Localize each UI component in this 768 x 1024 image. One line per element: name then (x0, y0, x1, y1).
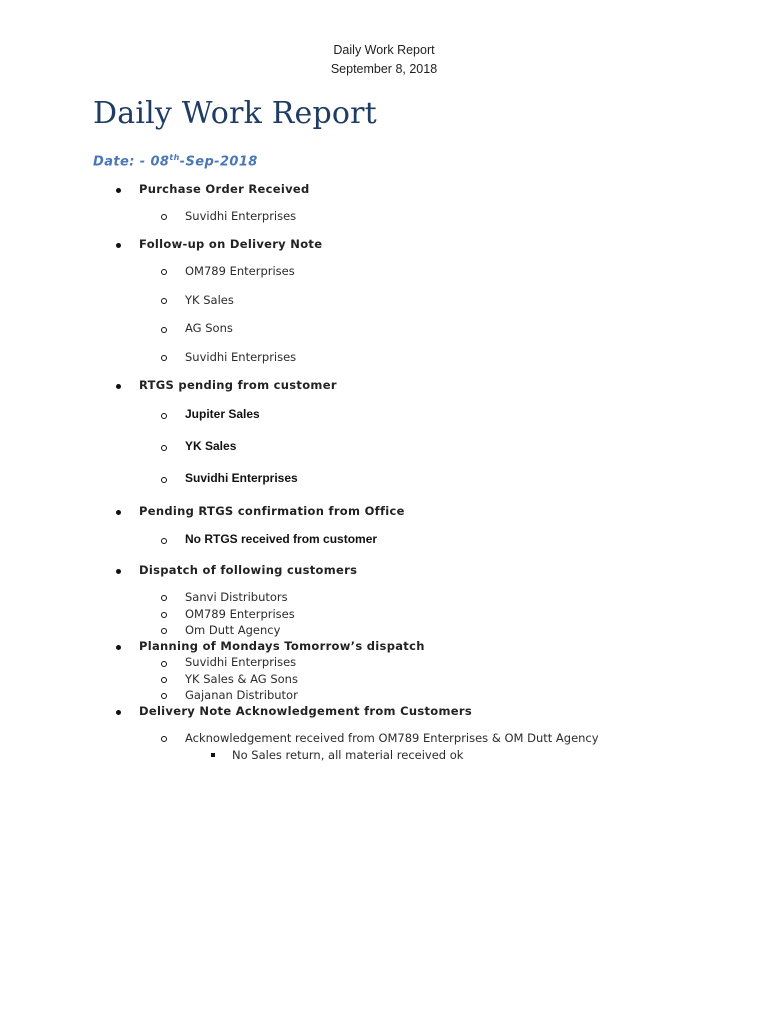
date-suffix: -Sep-2018 (179, 154, 258, 170)
sub-item: YK Sales (185, 439, 237, 453)
sub-item: Suvidhi Enterprises (185, 655, 297, 669)
bullet-circle-icon (161, 628, 167, 634)
bullet-circle-icon (161, 736, 167, 742)
bullet-dot-icon (116, 569, 121, 574)
sub-item: Acknowledgement received from OM789 Enterprises & OM Dutt Agency (185, 731, 599, 745)
bullet-circle-icon (161, 661, 167, 667)
bullet-circle-icon (161, 477, 167, 483)
sub-item: AG Sons (185, 321, 233, 335)
sub-item: Jupiter Sales (185, 407, 260, 421)
sub-item: YK Sales (185, 293, 234, 307)
bullet-circle-icon (161, 298, 167, 304)
list-item-planning: Planning of Mondays Tomorrow’s dispatch (139, 639, 425, 653)
running-header-title: Daily Work Report (333, 43, 435, 57)
list-item-rtgs-pending: RTGS pending from customer (139, 378, 337, 392)
list-item-delivery-ack: Delivery Note Acknowledgement from Customers (139, 704, 473, 718)
bullet-circle-icon (161, 595, 167, 601)
list-item-delivery-note-followup: Follow-up on Delivery Note (139, 237, 323, 251)
sub-item: OM789 Enterprises (185, 607, 295, 621)
sub-item: Suvidhi Enterprises (185, 350, 297, 364)
bullet-circle-icon (161, 413, 167, 419)
sub-item: Sanvi Distributors (185, 590, 288, 604)
running-header-date: September 8, 2018 (330, 62, 438, 76)
list-item-rtgs-confirmation: Pending RTGS confirmation from Office (139, 504, 405, 518)
sub-item: Om Dutt Agency (185, 623, 281, 637)
document-title: Daily Work Report (93, 96, 377, 131)
bullet-circle-icon (161, 693, 167, 699)
sub-item: OM789 Enterprises (185, 264, 295, 278)
bullet-dot-icon (116, 188, 121, 193)
date-prefix: Date: - 08 (93, 154, 170, 170)
bullet-circle-icon (161, 445, 167, 451)
sub-item: Gajanan Distributor (185, 688, 298, 702)
sub-item: No RTGS received from customer (185, 532, 378, 546)
bullet-circle-icon (161, 269, 167, 275)
list-item-purchase-order: Purchase Order Received (139, 182, 310, 196)
sub-item: YK Sales & AG Sons (185, 672, 298, 686)
bullet-circle-icon (161, 538, 167, 544)
bullet-circle-icon (161, 612, 167, 618)
bullet-dot-icon (116, 510, 121, 515)
sub-item: Suvidhi Enterprises (185, 471, 298, 485)
date-superscript: th (169, 153, 180, 162)
bullet-circle-icon (161, 677, 167, 683)
sub-sub-item: No Sales return, all material received ok (232, 748, 464, 762)
list-item-dispatch: Dispatch of following customers (139, 563, 358, 577)
bullet-dot-icon (116, 384, 121, 389)
bullet-circle-icon (161, 355, 167, 361)
bullet-square-icon (211, 753, 215, 757)
bullet-circle-icon (161, 327, 167, 333)
bullet-dot-icon (116, 710, 121, 715)
bullet-circle-icon (161, 214, 167, 220)
sub-item: Suvidhi Enterprises (185, 209, 297, 223)
bullet-dot-icon (116, 645, 121, 650)
bullet-dot-icon (116, 243, 121, 248)
report-date (93, 153, 258, 169)
